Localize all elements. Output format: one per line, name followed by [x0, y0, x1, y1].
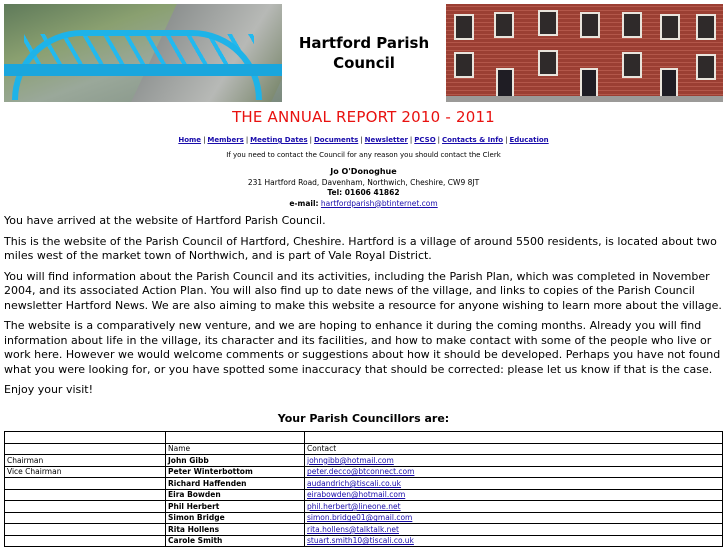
intro-paragraph-4: The website is a comparatively new venture, and we are hoping to enhance it during the coming months. Already you will find information about life in the village, its character and its facilities, and how to make contact with some of the people who live or work here. However we would welcome comments or suggestions about how it should be developed. Perhaps you have not found what you were looking for, or you have spotted some inaccuracy that should be corrected: please let us know if that is the case.: [4, 319, 721, 376]
table-row: [5, 489, 723, 501]
table-row: [5, 524, 723, 536]
councillor-role: Chairman: [5, 455, 166, 467]
councillor-email-link[interactable]: peter.decco@btconnect.com: [307, 467, 415, 477]
councillor-email-link[interactable]: audandrich@tiscali.co.uk: [307, 478, 402, 488]
contact-note: If you need to contact the Council for any reason you should contact the Clerk: [226, 151, 501, 159]
column-header-name: Name: [166, 443, 305, 455]
nav-contacts-info[interactable]: Contacts & Info: [442, 136, 504, 144]
councillor-email-link[interactable]: rita.hollens@talktalk.net: [307, 524, 399, 534]
councillor-email-link[interactable]: simon.bridge01@gmail.com: [307, 513, 413, 523]
nav-meeting-dates[interactable]: Meeting Dates: [250, 136, 308, 144]
clerk-name: Jo O'Donoghue: [330, 167, 397, 176]
councillor-contact: [305, 478, 723, 490]
annual-report-title[interactable]: THE ANNUAL REPORT 2010 - 2011: [232, 108, 495, 126]
councillor-contact: [305, 512, 723, 524]
councillor-contact: [305, 501, 723, 513]
table-row: [5, 478, 723, 490]
councillor-contact: [305, 466, 723, 478]
nav-members[interactable]: Members: [207, 136, 244, 144]
table-row: [5, 501, 723, 513]
clerk-email-link[interactable]: hartfordparish@btinternet.com: [320, 198, 438, 208]
intro-paragraph-3: You will find information about the Parish Council and its activities, including the Parish Plan, which was completed in November 2004, and its associated Action Plan. You will also find up to date news of the village, and links to copies of the Parish Council newsletter Hartford News. We are also aiming to make this website a resource for anyone wishing to learn more about the village.: [4, 269, 722, 312]
councillor-role: [5, 512, 166, 524]
councillor-name: Rita Hollens: [166, 524, 305, 536]
councillor-email-link[interactable]: phil.herbert@lineone.net: [307, 501, 401, 511]
councillor-name: Peter Winterbottom: [166, 466, 305, 478]
councillor-name: Phil Herbert: [166, 501, 305, 513]
site-title-line1: Hartford Parish: [298, 34, 430, 52]
table-row: [5, 455, 723, 467]
main-nav: Home | Members | Meeting Dates | Documents | Newsletter | PCSO | Contacts & Info | Education: [178, 136, 549, 144]
table-row: [5, 466, 723, 478]
annual-report-link[interactable]: [0, 108, 727, 126]
table-header-row: [5, 443, 723, 455]
clerk-tel: Tel: 01606 41862: [327, 188, 400, 197]
nav-education[interactable]: Education: [509, 136, 549, 144]
nav-newsletter[interactable]: Newsletter: [364, 136, 408, 144]
intro-paragraph-5: Enjoy your visit!: [4, 383, 94, 396]
terraced-houses-photo: [446, 4, 723, 102]
councillor-email-link[interactable]: eirabowden@hotmail.com: [307, 490, 406, 500]
clerk-address: 231 Hartford Road, Davenham, Northwich, Cheshire, CW9 8JT: [247, 177, 480, 187]
councillors-heading: Your Parish Councillors are:: [277, 412, 450, 425]
councillor-role: [5, 501, 166, 513]
column-header-contact: Contact: [305, 443, 723, 455]
clerk-contact: [0, 167, 727, 209]
councillor-contact: [305, 455, 723, 467]
councillor-role: Vice Chairman: [5, 466, 166, 478]
clerk-email-label: e-mail:: [289, 198, 319, 208]
councillor-email-link[interactable]: johngibb@hotmail.com: [307, 455, 394, 465]
intro-paragraph-1: You have arrived at the website of Hartford Parish Council.: [4, 214, 326, 227]
councillor-role: [5, 524, 166, 536]
nav-documents[interactable]: Documents: [313, 136, 359, 144]
councillor-name: Simon Bridge: [166, 512, 305, 524]
intro-paragraph-2: This is the website of the Parish Council of Hartford, Cheshire. Hartford is a village of around 5500 residents, is located about two miles west of the market town of Northwich, and is part of Vale Royal District.: [4, 234, 717, 262]
nav-home[interactable]: Home: [178, 136, 202, 144]
table-row: [5, 512, 723, 524]
site-title: [282, 4, 446, 102]
councillor-email-link[interactable]: stuart.smith10@tiscali.co.uk: [307, 536, 414, 546]
table-row: [5, 432, 723, 444]
councillor-name: John Gibb: [166, 455, 305, 467]
councillor-role: [5, 489, 166, 501]
councillor-name: Eira Bowden: [166, 489, 305, 501]
site-title-line2: Council: [333, 54, 395, 72]
nav-pcso[interactable]: PCSO: [414, 136, 436, 144]
page-header: [4, 4, 723, 102]
councillor-role: [5, 478, 166, 490]
councillor-name: Richard Haffenden: [166, 478, 305, 490]
councillor-contact: [305, 489, 723, 501]
councillors-table: [4, 431, 723, 547]
councillor-contact: [305, 524, 723, 536]
councillor-name: Carole Smith: [166, 535, 305, 547]
bridge-photo: [4, 4, 282, 102]
intro-content: [4, 214, 724, 404]
